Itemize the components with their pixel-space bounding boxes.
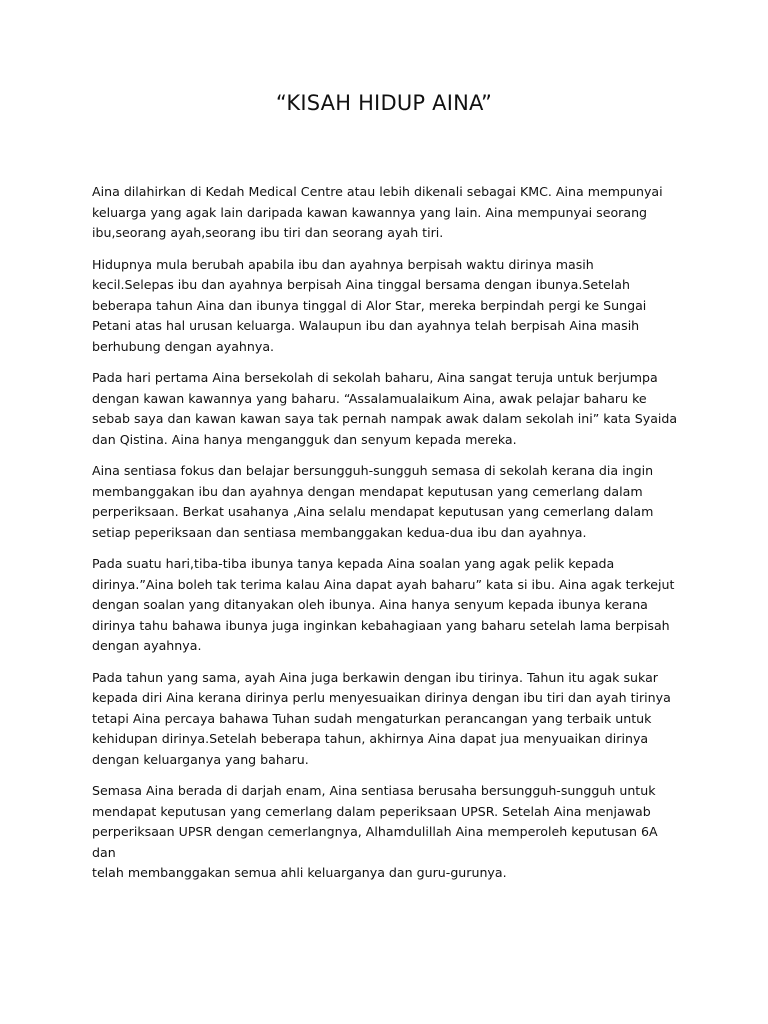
paragraph-2: Hidupnya mula berubah apabila ibu dan ayahnya berpisah waktu dirinya masih kecil.Selepas ibu dan ayahnya berpisah Aina tinggal bersama dengan ibunya.Setelah beberapa tahun Aina dan ibunya tinggal di Alor Star, mereka berpindah pergi ke Sungai Petani atas hal urusan keluarga. Walaupun ibu dan ayahnya telah berpisah Aina masih berhubung dengan ayahnya. — [92, 256, 647, 354]
paragraph-7: Semasa Aina berada di darjah enam, Aina sentiasa berusaha bersungguh-sungguh untuk mendapat keputusan yang cemerlang dalam peperiksaan UPSR. Setelah Aina menjawab perperiksaan UPSR dengan cemerlangnya, Alhamdulillah Aina memperoleh keputusan 6A dan telah membanggakan semua ahli keluarganya dan guru-gurunya. — [92, 783, 658, 880]
paragraph-3: Pada hari pertama Aina bersekolah di sekolah baharu, Aina sangat teruja untuk berjumpa dengan kawan kawannya yang baharu. “Assalamualaikum Aina, awak pelajar baharu ke sebab saya dan kawan kawan saya tak pernah nampak awak dalam sekolah ini” kata Syaida dan Qistina. Aina hanya mengangguk dan senyum kepada mereka. — [92, 370, 678, 447]
paragraph-1: Aina dilahirkan di Kedah Medical Centre atau lebih dikenali sebagai KMC. Aina mempunyai keluarga yang agak lain daripada kawan kawannya yang lain. Aina mempunyai seorang ibu,seorang ayah,seorang ibu tiri dan seorang ayah tiri. — [92, 184, 663, 240]
document-body — [92, 182, 682, 895]
paragraph-6: Pada tahun yang sama, ayah Aina juga berkawin dengan ibu tirinya. Tahun itu agak sukar kepada diri Aina kerana dirinya perlu menyesuaikan dirinya dengan ibu tiri dan ayah tirinya tetapi Aina percaya bahawa Tuhan sudah mengaturkan perancangan yang terbaik untuk kehidupan dirinya.Setelah beberapa tahun, akhirnya Aina dapat jua menyuaikan dirinya dengan keluarganya yang baharu. — [92, 669, 671, 767]
document-title: “KISAH HIDUP AINA” — [275, 91, 493, 115]
paragraph-5: Pada suatu hari,tiba-tiba ibunya tanya kepada Aina soalan yang agak pelik kepada dirinya.”Aina boleh tak terima kalau Aina dapat ayah baharu” kata si ibu. Aina agak terkejut dengan soalan yang ditanyakan oleh ibunya. Aina hanya senyum kepada ibunya kerana dirinya tahu bahawa ibunya juga inginkan kebahagiaan yang baharu setelah lama berpisah dengan ayahnya. — [92, 556, 675, 653]
paragraph-4: Aina sentiasa fokus dan belajar bersungguh-sungguh semasa di sekolah kerana dia ingin membanggakan ibu dan ayahnya dengan mendapat keputusan yang cemerlang dalam perperiksaan. Berkat usahanya ,Aina selalu mendapat keputusan yang cemerlang dalam setiap peperiksaan dan sentiasa membanggakan kedua-dua ibu dan ayahnya. — [92, 463, 654, 540]
